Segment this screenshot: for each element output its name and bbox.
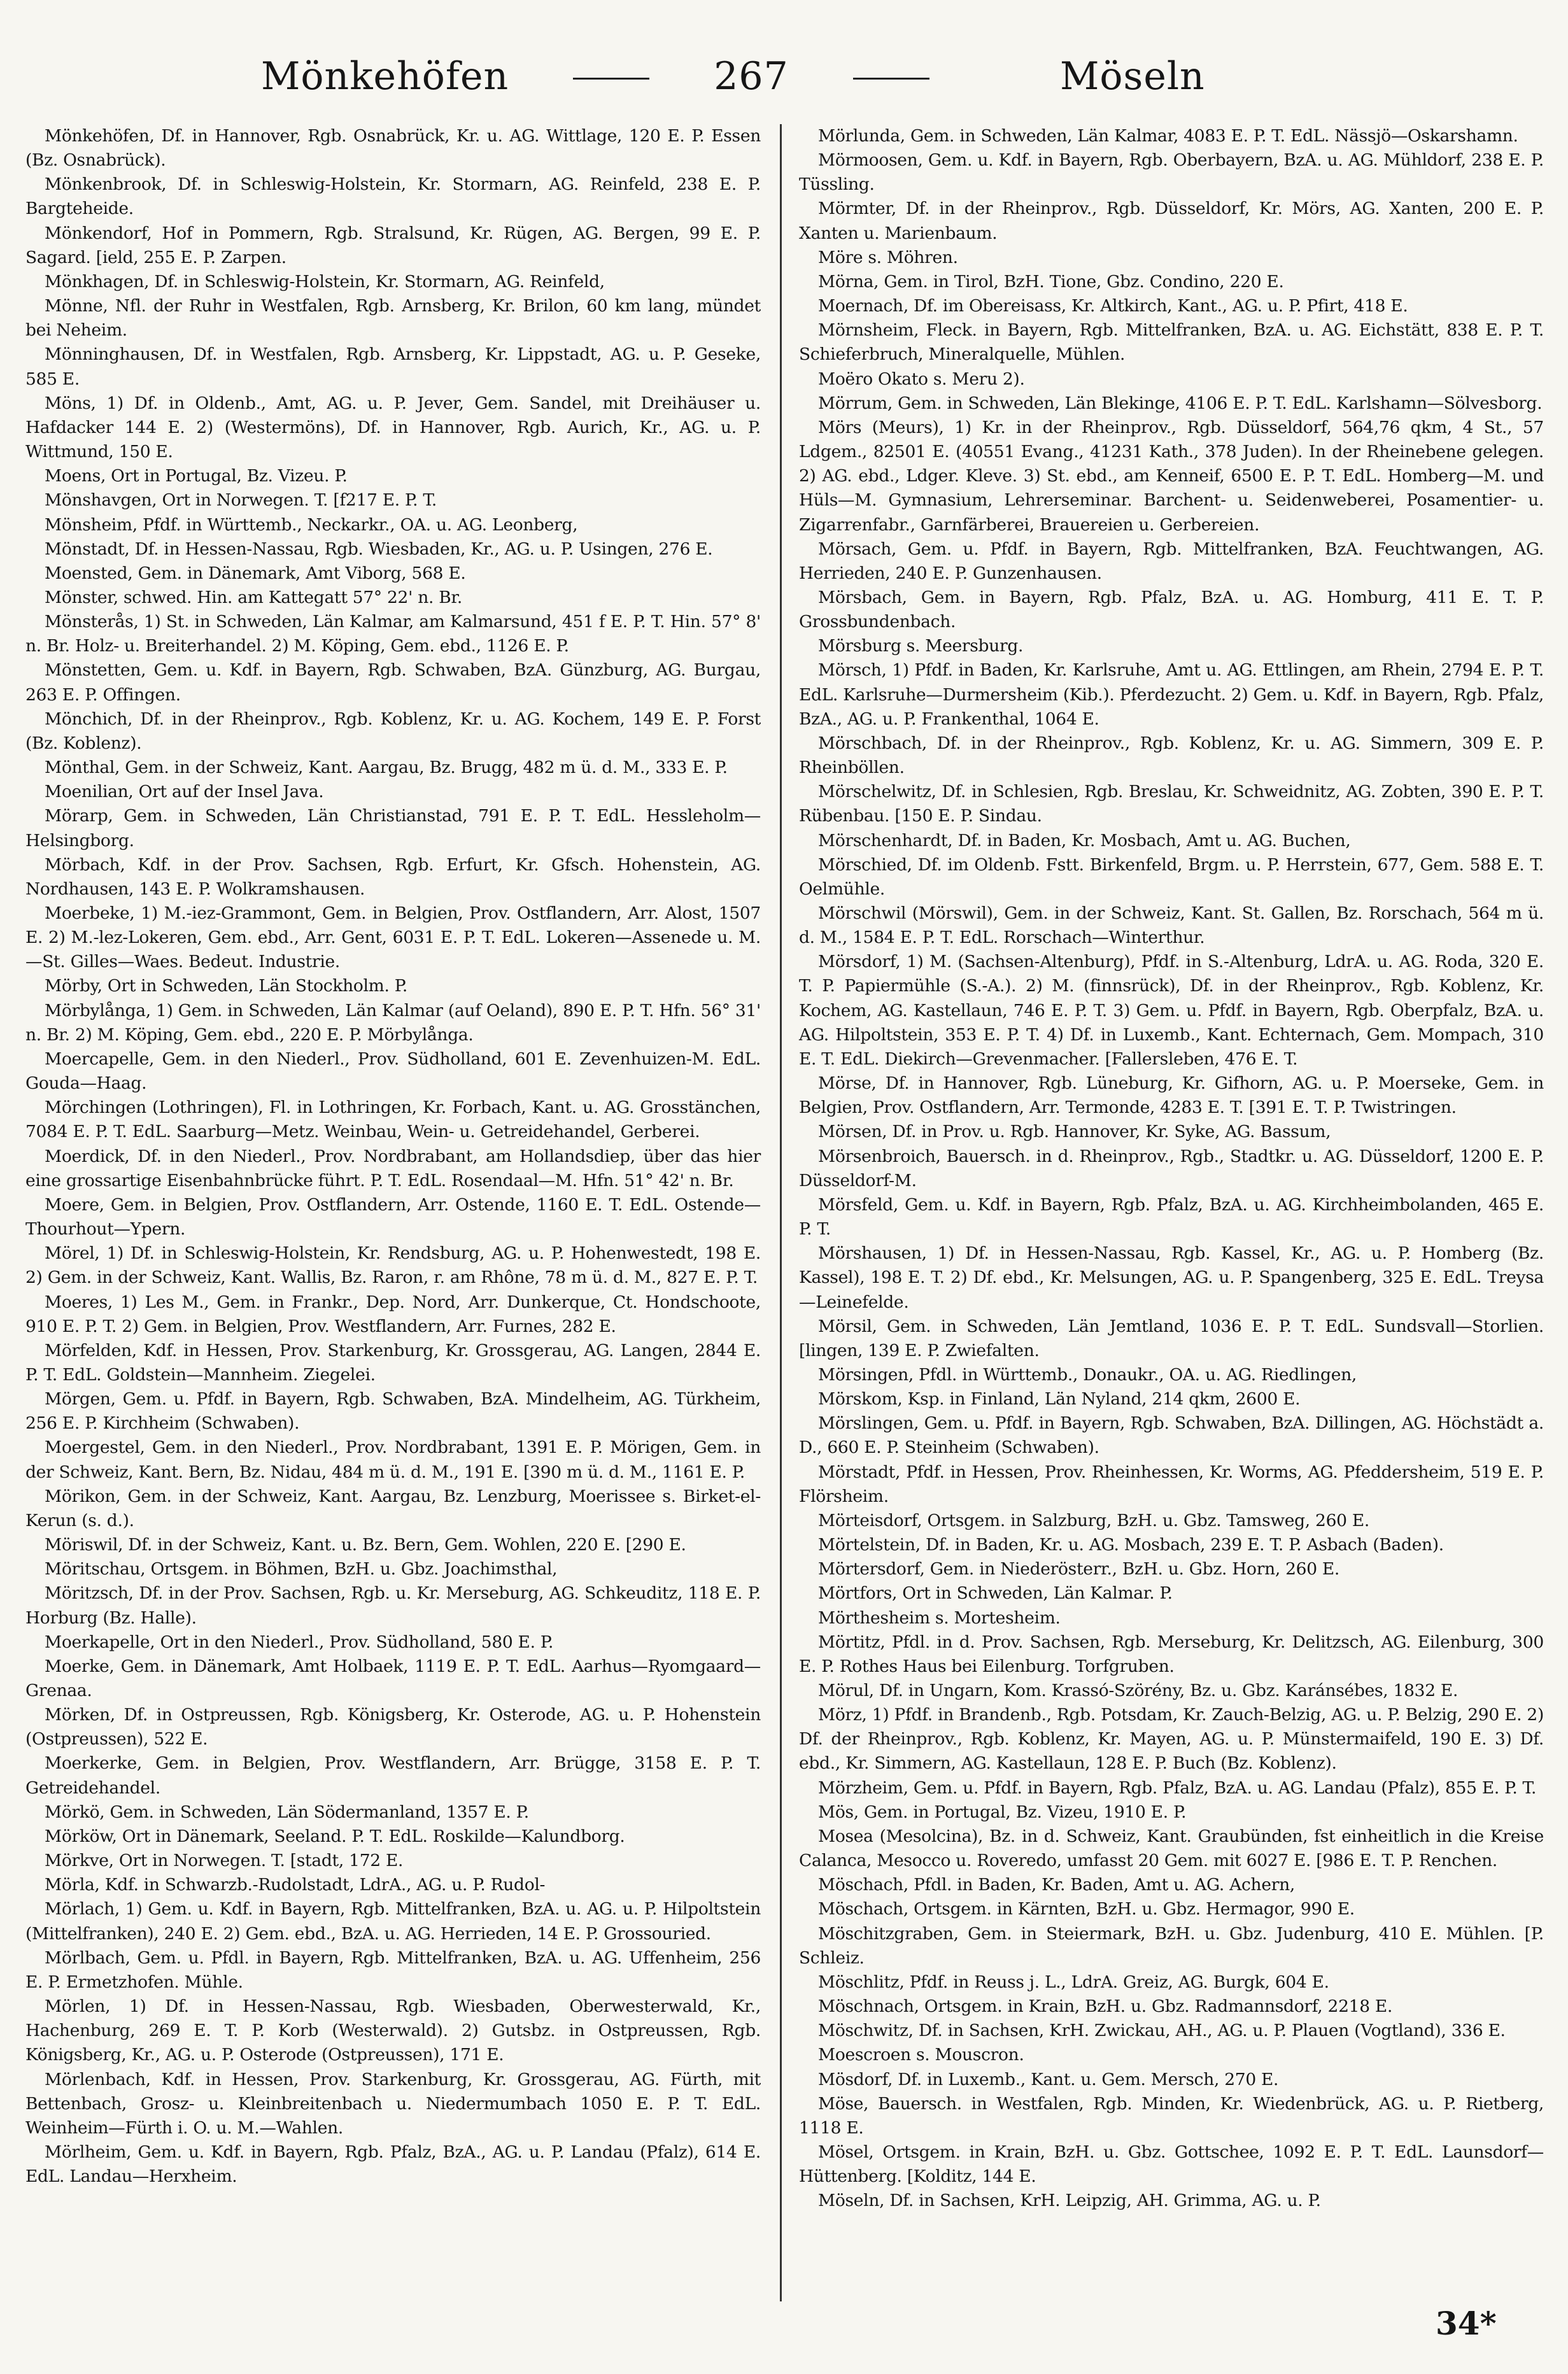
gazetteer-entry: Mörsingen, Pfdl. in Württemb., Donaukr., OA. u. AG. Riedlingen, [818, 1364, 1357, 1385]
gazetteer-entry: Möritschau, Ortsgem. in Böhmen, BzH. u. Gbz. Joachimsthal, [45, 1559, 558, 1579]
gazetteer-entry: Mosea (Mesolcina), Bz. in d. Schweiz, Kant. Graubünden, fst einheitlich in die Kreise Calanca, Mesocco u. Roveredo, umfasst 20 Gem. mit 6027 E. [986 E. T. P. Renchen. [799, 1826, 1544, 1871]
gazetteer-entry: Mörlunda, Gem. in Schweden, Län Kalmar, 4083 E. P. T. EdL. Nässjö—Oskarshamn. [818, 126, 1518, 146]
gazetteer-entry: Mönkenbrook, Df. in Schleswig-Holstein, Kr. Stormarn, AG. Reinfeld, 238 E. P. Bargteheide. [25, 174, 761, 219]
gazetteer-entry: Mönsheim, Pfdf. in Württemb., Neckarkr., OA. u. AG. Leonberg, [45, 514, 578, 535]
gazetteer-entry: Mörsfeld, Gem. u. Kdf. in Bayern, Rgb. Pfalz, BzA. u. AG. Kirchheimbolanden, 465 E. P. T. [799, 1194, 1544, 1240]
gazetteer-entry: Mönstadt, Df. in Hessen-Nassau, Rgb. Wiesbaden, Kr., AG. u. P. Usingen, 276 E. [45, 539, 713, 559]
gazetteer-entry: Möschach, Pfdl. in Baden, Kr. Baden, Amt u. AG. Achern, [818, 1875, 1295, 1895]
gazetteer-entry: Mörsil, Gem. in Schweden, Län Jemtland, 1036 E. P. T. EdL. Sundsvall—Storlien. [lingen, 139 E. P. Zwiefalten. [799, 1316, 1544, 1360]
gazetteer-entry: Mörsbach, Gem. in Bayern, Rgb. Pfalz, BzA. u. AG. Homburg, 411 E. T. P. Grossbundenbach. [799, 587, 1544, 632]
gazetteer-entry: Möschitzgraben, Gem. in Steiermark, BzH. u. Gbz. Judenburg, 410 E. Mühlen. [P. Schleiz. [799, 1923, 1544, 1968]
gazetteer-entry: Mörla, Kdf. in Schwarzb.-Rudolstadt, LdrA., AG. u. P. Rudol- [45, 1875, 546, 1895]
gazetteer-entry: Moerkerke, Gem. in Belgien, Prov. Westflandern, Arr. Brügge, 3158 E. P. T. Getreidehandel. [25, 1753, 761, 1798]
gazetteer-entry: Mörul, Df. in Ungarn, Kom. Krassó-Szörény, Bz. u. Gbz. Karánsébes, 1832 E. [818, 1681, 1459, 1700]
gazetteer-entry: Mönninghausen, Df. in Westfalen, Rgb. Arnsberg, Kr. Lippstadt, AG. u. P. Geseke, 585 E. [25, 344, 761, 389]
gazetteer-entry: Mörschelwitz, Df. in Schlesien, Rgb. Breslau, Kr. Schweidnitz, AG. Zobten, 390 E. P. T. Rübenbau. [150 E. P. Sindau. [799, 782, 1544, 826]
gazetteer-entry: Moere, Gem. in Belgien, Prov. Ostflandern, Arr. Ostende, 1160 E. T. EdL. Ostende—Thourhout—Ypern. [25, 1194, 761, 1240]
page-number: 267 [656, 45, 847, 108]
gazetteer-entry: Mörgen, Gem. u. Pfdf. in Bayern, Rgb. Schwaben, BzA. Mindelheim, AG. Türkheim, 256 E. P. Kirchheim (Schwaben). [25, 1389, 761, 1434]
gazetteer-entry: Mörkö, Gem. in Schweden, Län Södermanland, 1357 E. P. [45, 1802, 529, 1822]
gazetteer-entry: Moescroen s. Mouscron. [818, 2045, 1024, 2065]
gazetteer-entry: Mörmter, Df. in der Rheinprov., Rgb. Düsseldorf, Kr. Mörs, AG. Xanten, 200 E. P. Xanten u. Marienbaum. [799, 199, 1544, 243]
gazetteer-entry: Möritzsch, Df. in der Prov. Sachsen, Rgb. u. Kr. Merseburg, AG. Schkeuditz, 118 E. P. Horburg (Bz. Halle). [25, 1583, 761, 1628]
gazetteer-entry: Mörz, 1) Pfdf. in Brandenb., Rgb. Potsdam, Kr. Zauch-Belzig, AG. u. P. Belzig, 290 E. 2) Df. der Rheinprov., Rgb. Koblenz, Kr. Mayen, AG. u. P. Münstermaifeld, 190 E. 3) Df. ebd., Kr. Simmern, AG. Kastellaun, 128 E. P. Buch (Bz. Koblenz). [799, 1705, 1544, 1774]
gazetteer-entry: Mörshausen, 1) Df. in Hessen-Nassau, Rgb. Kassel, Kr., AG. u. P. Homberg (Bz. Kassel), 198 E. T. 2) Df. ebd., Kr. Melsungen, AG. u. P. Spangenberg, 325 E. EdL. Treysa—Leinefelde. [799, 1243, 1544, 1312]
gazetteer-entry: Mörse, Df. in Hannover, Rgb. Lüneburg, Kr. Gifhorn, AG. u. P. Moerseke, Gem. in Belgien, Prov. Ostflandern, Arr. Termonde, 4283 E. T. [391 E. T. P. Twistringen. [799, 1073, 1544, 1118]
gazetteer-entry: Mörna, Gem. in Tirol, BzH. Tione, Gbz. Condino, 220 E. [818, 271, 1284, 292]
gazetteer-entry: Mönsterås, 1) St. in Schweden, Län Kalmar, am Kalmarsund, 451 f E. P. T. Hin. 57° 8' n. Br. Holz- u. Breiterhandel. 2) M. Köping, Gem. ebd., 1126 E. P. [25, 612, 761, 656]
gazetteer-entry: Mörfelden, Kdf. in Hessen, Prov. Starkenburg, Kr. Grossgerau, AG. Langen, 2844 E. P. T. EdL. Goldstein—Mannheim. Ziegelei. [25, 1340, 761, 1385]
gazetteer-entry: Mörsch, 1) Pfdf. in Baden, Kr. Karlsruhe, Amt u. AG. Ettlingen, am Rhein, 2794 E. P. T. EdL. Karlsruhe—Durmersheim (Kib.). Pferdezucht. 2) Gem. u. Kdf. in Bayern, Rgb. Pfalz, BzA., AG. u. P. Frankenthal, 1064 E. [799, 660, 1544, 729]
gazetteer-entry: Mörby, Ort in Schweden, Län Stockholm. P. [45, 976, 408, 996]
gazetteer-entry: Mörs (Meurs), 1) Kr. in der Rheinprov., Rgb. Düsseldorf, 564,76 qkm, 4 St., 57 Ldgem., 82501 E. (40551 Evang., 41231 Kath., 378 Juden). In der Rheinebene gelegen. 2) AG. ebd., Ldger. Kleve. 3) St. ebd., am Kenneif, 6500 E. P. T. EdL. Homberg—M. und Hüls—M. Gymnasium, Lehrerseminar. Barchent- u. Seidenweberei, Posamentier- u. Zigarrenfabr., Garnfärberei, Brauereien u. Gerbereien. [799, 417, 1544, 535]
gazetteer-entry: Mönchich, Df. in der Rheinprov., Rgb. Koblenz, Kr. u. AG. Kochem, 149 E. P. Forst (Bz. Koblenz). [25, 709, 761, 753]
gazetteer-entry: Möre s. Möhren. [818, 247, 958, 267]
gazetteer-entry: Möschnach, Ortsgem. in Krain, BzH. u. Gbz. Radmannsdorf, 2218 E. [818, 1996, 1393, 2017]
gazetteer-entry: Mörrum, Gem. in Schweden, Län Blekinge, 4106 E. P. T. EdL. Karlshamn—Sölvesborg. [818, 393, 1543, 413]
gazetteer-entry: Mörkve, Ort in Norwegen. T. [stadt, 172 E. [45, 1851, 404, 1871]
gazetteer-entry: Mörlen, 1) Df. in Hessen-Nassau, Rgb. Wiesbaden, Oberwesterwald, Kr., Hachenburg, 269 E. T. P. Korb (Westerwald). 2) Gutsbz. in Ostpreussen, Rgb. Königsberg, Kr., AG. u. P. Osterode (Ostpreussen), 171 E. [25, 1996, 761, 2065]
gazetteer-entry: Mörbylånga, 1) Gem. in Schweden, Län Kalmar (auf Oeland), 890 E. P. T. Hfn. 56° 31' n. Br. 2) M. Köping, Gem. ebd., 220 E. P. Mörbylånga. [25, 1000, 761, 1045]
column-divider [780, 124, 782, 2301]
gazetteer-entry: Mörköw, Ort in Dänemark, Seeland. P. T. EdL. Roskilde—Kalundborg. [45, 1826, 625, 1846]
gazetteer-entry: Mörmoosen, Gem. u. Kdf. in Bayern, Rgb. Oberbayern, BzA. u. AG. Mühldorf, 238 E. P. Tüssling. [799, 150, 1544, 195]
gazetteer-entry: Moëro Okato s. Meru 2). [818, 369, 1025, 389]
page-header [0, 45, 1568, 121]
gazetteer-entry: Mönthal, Gem. in der Schweiz, Kant. Aargau, Bz. Brugg, 482 m ü. d. M., 333 E. P. [45, 758, 728, 778]
gazetteer-entry: Mörskom, Ksp. in Finland, Län Nyland, 214 qkm, 2600 E. [818, 1389, 1301, 1410]
gazetteer-entry: Mörthesheim s. Mortesheim. [818, 1607, 1061, 1628]
gazetteer-entry: Moens, Ort in Portugal, Bz. Vizeu. P. [45, 466, 348, 486]
gazetteer-entry: Mörschbach, Df. in der Rheinprov., Rgb. Koblenz, Kr. u. AG. Simmern, 309 E. P. Rheinböllen. [799, 733, 1544, 778]
gazetteer-entry: Mös, Gem. in Portugal, Bz. Vizeu, 1910 E. P. [818, 1802, 1187, 1822]
gazetteer-entry: Möse, Bauersch. in Westfalen, Rgb. Minden, Kr. Wiedenbrück, AG. u. P. Rietberg, 1118 E. [799, 2093, 1544, 2138]
gazetteer-entry: Moernach, Df. im Obereisass, Kr. Altkirch, Kant., AG. u. P. Pfirt, 418 E. [818, 296, 1408, 316]
gazetteer-entry: Mönstetten, Gem. u. Kdf. in Bayern, Rgb. Schwaben, BzA. Günzburg, AG. Burgau, 263 E. P. Offingen. [25, 660, 761, 705]
header-first-entry: Mönkehöfen [261, 54, 509, 99]
gazetteer-entry: Mörtfors, Ort in Schweden, Län Kalmar. P. [818, 1583, 1173, 1604]
gazetteer-entry: Moergestel, Gem. in den Niederl., Prov. Nordbrabant, 1391 E. P. Mörigen, Gem. in der Schweiz, Kant. Bern, Bz. Nidau, 484 m ü. d. M., 191 E. [390 m ü. d. M., 1161 E. P. [25, 1438, 761, 1482]
gazetteer-entry: Möschwitz, Df. in Sachsen, KrH. Zwickau, AH., AG. u. P. Plauen (Vogtland), 336 E. [818, 2021, 1506, 2041]
gazetteer-entry: Möriswil, Df. in der Schweiz, Kant. u. Bz. Bern, Gem. Wohlen, 220 E. [290 E. [45, 1535, 686, 1555]
gazetteer-entry: Mörschwil (Mörswil), Gem. in der Schweiz, Kant. St. Gallen, Bz. Rorschach, 564 m ü. d. M., 1584 E. P. T. EdL. Rorschach—Winterthur. [799, 903, 1544, 948]
gazetteer-entry: Mörchingen (Lothringen), Fl. in Lothringen, Kr. Forbach, Kant. u. AG. Grosstänchen, 7084 E. P. T. EdL. Saarburg—Metz. Weinbau, Wein- u. Getreidehandel, Gerberei. [25, 1098, 761, 1142]
gazetteer-entry: Mörlheim, Gem. u. Kdf. in Bayern, Rgb. Pfalz, BzA., AG. u. P. Landau (Pfalz), 614 E. EdL. Landau—Herxheim. [25, 2142, 761, 2187]
gazetteer-entry: Mönne, Nfl. der Ruhr in Westfalen, Rgb. Arnsberg, Kr. Brilon, 60 km lang, mündet bei Neheim. [25, 296, 761, 341]
gazetteer-entry: Mörschenhardt, Df. in Baden, Kr. Mosbach, Amt u. AG. Buchen, [818, 830, 1351, 851]
gazetteer-entry: Mörtersdorf, Gem. in Niederösterr., BzH. u. Gbz. Horn, 260 E. [818, 1559, 1340, 1579]
gazetteer-entry: Mönshavgen, Ort in Norwegen. T. [f217 E. P. T. [45, 490, 437, 511]
gazetteer-entry: Moercapelle, Gem. in den Niederl., Prov. Südholland, 601 E. Zevenhuizen-M. EdL. Gouda—Haag. [25, 1049, 761, 1094]
gazetteer-entry: Mörschied, Df. im Oldenb. Fstt. Birkenfeld, Brgm. u. P. Herrstein, 677, Gem. 588 E. T. Oelmühle. [799, 854, 1544, 899]
gazetteer-entry: Mörtitz, Pfdl. in d. Prov. Sachsen, Rgb. Merseburg, Kr. Delitzsch, AG. Eilenburg, 300 E. P. Rothes Haus bei Eilenburg. Torfgruben. [799, 1632, 1544, 1676]
gazetteer-entry: Mörstadt, Pfdf. in Hessen, Prov. Rheinhessen, Kr. Worms, AG. Pfeddersheim, 519 E. P. Flörsheim. [799, 1462, 1544, 1506]
gazetteer-entry: Mörsen, Df. in Prov. u. Rgb. Hannover, Kr. Syke, AG. Bassum, [818, 1122, 1331, 1142]
header-last-entry: Möseln [1060, 54, 1205, 99]
gazetteer-entry: Moerbeke, 1) M.-iez-Grammont, Gem. in Belgien, Prov. Ostflandern, Arr. Alost, 1507 E. 2) M.-lez-Lokeren, Gem. ebd., Arr. Gent, 6031 E. P. T. EdL. Lokeren—Assenede u. M.—St. Gilles—Waes. Bedeut. Industrie. [25, 903, 761, 972]
gazetteer-entry: Möschlitz, Pfdf. in Reuss j. L., LdrA. Greiz, AG. Burgk, 604 E. [818, 1972, 1329, 1992]
gazetteer-entry: Moerke, Gem. in Dänemark, Amt Holbaek, 1119 E. P. T. EdL. Aarhus—Ryomgaard—Grenaa. [25, 1656, 761, 1700]
gazetteer-entry: Mörzheim, Gem. u. Pfdf. in Bayern, Rgb. Pfalz, BzA. u. AG. Landau (Pfalz), 855 E. P. T. [818, 1777, 1537, 1798]
gazetteer-entry: Moenilian, Ort auf der Insel Java. [45, 782, 324, 802]
gazetteer-entry: Mörbach, Kdf. in der Prov. Sachsen, Rgb. Erfurt, Kr. Gfsch. Hohenstein, AG. Nordhausen, 143 E. P. Wolkramshausen. [25, 854, 761, 899]
gazetteer-entry: Moerkapelle, Ort in den Niederl., Prov. Südholland, 580 E. P. [45, 1632, 554, 1652]
gazetteer-entry: Mörslingen, Gem. u. Pfdf. in Bayern, Rgb. Schwaben, BzA. Dillingen, AG. Höchstädt a. D., 660 E. P. Steinheim (Schwaben). [799, 1413, 1544, 1458]
gazetteer-entry: Mösel, Ortsgem. in Krain, BzH. u. Gbz. Gottschee, 1092 E. P. T. EdL. Launsdorf—Hüttenberg. [Kolditz, 144 E. [799, 2142, 1544, 2187]
signature-mark: 34* [1436, 2305, 1497, 2342]
gazetteer-entry: Mörtelstein, Df. in Baden, Kr. u. AG. Mosbach, 239 E. T. P. Asbach (Baden). [818, 1535, 1444, 1555]
gazetteer-entry: Mönkendorf, Hof in Pommern, Rgb. Stralsund, Kr. Rügen, AG. Bergen, 99 E. P. Sagard. [ield, 255 E. P. Zarpen. [25, 223, 761, 267]
gazetteer-entry: Mörarp, Gem. in Schweden, Län Christianstad, 791 E. P. T. EdL. Hessleholm—Helsingborg. [25, 806, 761, 851]
gazetteer-entry: Mönster, schwed. Hin. am Kattegatt 57° 22' n. Br. [45, 587, 462, 607]
right-column [799, 124, 1544, 2213]
gazetteer-entry: Mörteisdorf, Ortsgem. in Salzburg, BzH. u. Gbz. Tamsweg, 260 E. [818, 1510, 1370, 1530]
gazetteer-entry: Mörel, 1) Df. in Schleswig-Holstein, Kr. Rendsburg, AG. u. P. Hohenwestedt, 198 E. 2) Gem. in der Schweiz, Kant. Wallis, Bz. Raron, r. am Rhône, 78 m ü. d. M., 827 E. P. T. [25, 1243, 761, 1288]
gazetteer-entry: Mösdorf, Df. in Luxemb., Kant. u. Gem. Mersch, 270 E. [818, 2069, 1279, 2089]
gazetteer-entry: Möschach, Ortsgem. in Kärnten, BzH. u. Gbz. Hermagor, 990 E. [818, 1899, 1355, 1919]
gazetteer-entry: Mörsenbroich, Bauersch. in d. Rheinprov., Rgb., Stadtkr. u. AG. Düsseldorf, 1200 E. P. Düsseldorf-M. [799, 1146, 1544, 1191]
gazetteer-entry: Mörsburg s. Meersburg. [818, 636, 1024, 656]
gazetteer-entry: Mörsdorf, 1) M. (Sachsen-Altenburg), Pfdf. in S.-Altenburg, LdrA. u. AG. Roda, 320 E. T. P. Papiermühle (S.-A.). 2) M. (finnsrück), Df. in der Rheinprov., Rgb. Koblenz, Kr. Kochem, AG. Kastellaun, 746 E. P. T. 3) Gem. u. Pfdf. in Bayern, Rgb. Oberpfalz, BzA. u. AG. Hilpoltstein, 353 E. P. T. 4) Df. in Luxemb., Kant. Echternach, Gem. Mompach, 310 E. T. EdL. Diekirch—Grevenmacher. [Fallersleben, 476 E. T. [799, 952, 1544, 1069]
gazetteer-entry: Mörlenbach, Kdf. in Hessen, Prov. Starkenburg, Kr. Grossgerau, AG. Fürth, mit Bettenbach, Grosz- u. Kleinbreitenbach u. Niedermumbach 1050 E. P. T. EdL. Weinheim—Fürth i. O. u. M.—Wahlen. [25, 2069, 761, 2138]
gazetteer-entry: Mörlbach, Gem. u. Pfdl. in Bayern, Rgb. Mittelfranken, BzA. u. AG. Uffenheim, 256 E. P. Ermetzhofen. Mühle. [25, 1947, 761, 1992]
gazetteer-entry: Mönkehöfen, Df. in Hannover, Rgb. Osnabrück, Kr. u. AG. Wittlage, 120 E. P. Essen (Bz. Osnabrück). [25, 126, 761, 171]
gazetteer-entry: Mörken, Df. in Ostpreussen, Rgb. Königsberg, Kr. Osterode, AG. u. P. Hohenstein (Ostpreussen), 522 E. [25, 1705, 761, 1749]
gazetteer-entry: Möseln, Df. in Sachsen, KrH. Leipzig, AH. Grimma, AG. u. P. [818, 2191, 1321, 2211]
gazetteer-entry: Möns, 1) Df. in Oldenb., Amt, AG. u. P. Jever, Gem. Sandel, mit Dreihäuser u. Hafdacker 144 E. 2) (Westermöns), Df. in Hannover, Rgb. Aurich, Kr., AG. u. P. Wittmund, 150 E. [25, 393, 761, 462]
gazetteer-entry: Mönkhagen, Df. in Schleswig-Holstein, Kr. Stormarn, AG. Reinfeld, [45, 271, 605, 292]
gazetteer-entry: Mörlach, 1) Gem. u. Kdf. in Bayern, Rgb. Mittelfranken, BzA. u. AG. u. P. Hilpoltstein (Mittelfranken), 240 E. 2) Gem. ebd., BzA. u. AG. Herrieden, 14 E. P. Grossouried. [25, 1899, 761, 1944]
left-column [25, 124, 761, 2189]
gazetteer-entry: Moeres, 1) Les M., Gem. in Frankr., Dep. Nord, Arr. Dunkerque, Ct. Hondschoote, 910 E. P. T. 2) Gem. in Belgien, Prov. Westflandern, Arr. Furnes, 282 E. [25, 1292, 761, 1336]
gazetteer-entry: Moensted, Gem. in Dänemark, Amt Viborg, 568 E. [45, 563, 466, 583]
gazetteer-entry: Moerdick, Df. in den Niederl., Prov. Nordbrabant, am Hollandsdiep, über das hier eine grossartige Eisenbahnbrücke führt. P. T. EdL. Rosendaal—M. Hfn. 51° 42' n. Br. [25, 1146, 761, 1191]
gazetteer-entry: Mörikon, Gem. in der Schweiz, Kant. Aargau, Bz. Lenzburg, Moerissee s. Birket-el-Kerun (s. d.). [25, 1486, 761, 1530]
gazetteer-entry: Mörnsheim, Fleck. in Bayern, Rgb. Mittelfranken, BzA. u. AG. Eichstätt, 838 E. P. T. Schieferbruch, Mineralquelle, Mühlen. [799, 320, 1544, 365]
gazetteer-entry: Mörsach, Gem. u. Pfdf. in Bayern, Rgb. Mittelfranken, BzA. Feuchtwangen, AG. Herrieden, 240 E. P. Gunzenhausen. [799, 539, 1544, 583]
